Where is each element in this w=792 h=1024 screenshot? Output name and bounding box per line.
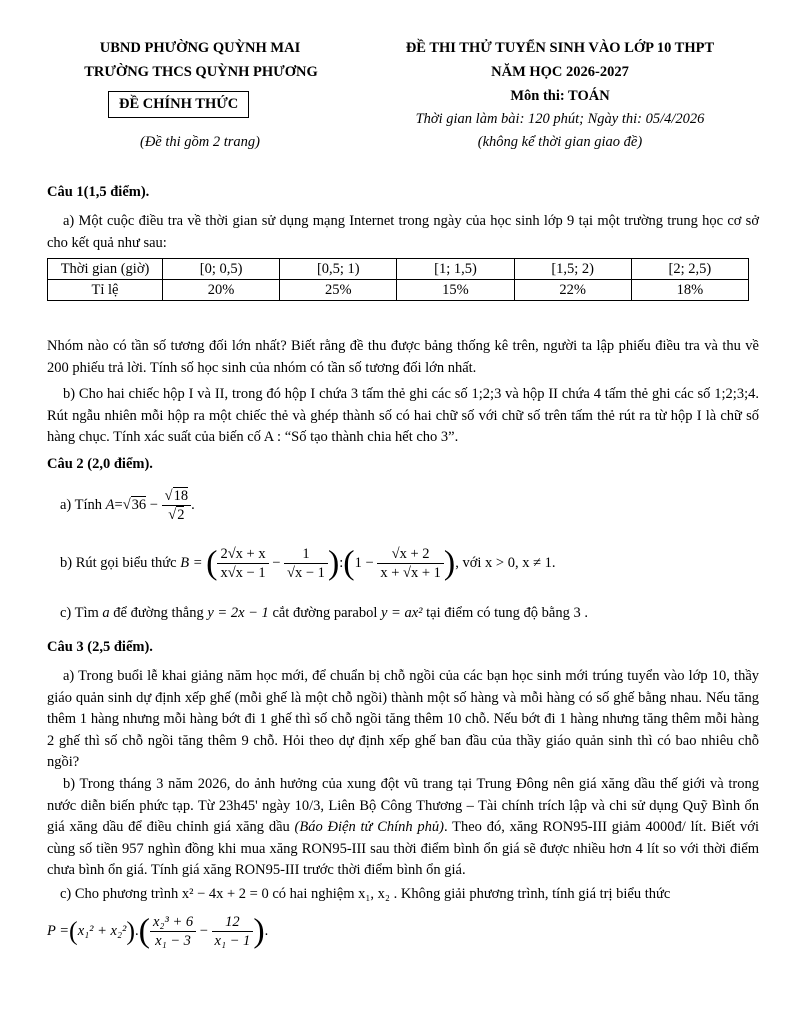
frac-num: 1	[284, 545, 328, 564]
survey-table	[47, 258, 749, 301]
school-name: TRƯỜNG THCS QUỲNH PHƯƠNG	[84, 64, 318, 80]
sum-squares: x₁² + x₂²	[77, 923, 127, 939]
official-exam-box: ĐỀ CHÍNH THỨC	[108, 91, 249, 118]
sqrt-36: 36	[131, 497, 147, 513]
frac-den: x₁ − 3	[155, 933, 191, 949]
frac-den: √x − 1	[287, 565, 325, 581]
frac-num: 2√x + x	[217, 545, 268, 564]
table-row	[48, 280, 749, 301]
table-cell: Thời gian (giờ)	[48, 259, 163, 280]
table-row	[48, 259, 749, 280]
line-equation: y = 2x − 1	[207, 605, 269, 621]
q3b-text-part: b) Trong tháng 3 năm 2026, do ảnh hưởng của xung đột vũ trang tại Trung Đông nên giá xăng dầu thế giới và trong nước diễn biến phức tạp. Từ 23h45' ngày 10/3, Liên Bộ Công Thương – Tài chính trích lập và chi sử dụng Quỹ Bình ổn giá xăng dầu để điều chỉnh giá xăng dầu	[47, 776, 759, 835]
minus-sign: −	[199, 923, 208, 939]
q2c-line	[60, 605, 588, 622]
frac-num: √x + 2	[377, 545, 444, 564]
var-a: A	[105, 497, 115, 513]
q3a-text: a) Trong buổi lễ khai giảng năm học mới, để chuẩn bị chỗ ngồi của các bạn học sinh mới trúng tuyển vào lớp 10, thầy giáo quản sinh dự định xếp ghế (mỗi ghế là một chỗ ngồi) thành một số hàng và mỗi hàng có số ghế bằng nhau. Nếu tăng thêm 1 hàng nhưng mỗi hàng bớt đi 1 ghế thì số chỗ ngồi tăng thêm 10 chỗ. Nếu bớt đi 1 hàng nhưng tăng thêm mỗi hàng 2 ghế thì số chỗ ngồi tăng thêm 9 chỗ. Hỏi theo dự định xếp ghế ban đầu của thầy giáo quản sinh thì có bao nhiêu chỗ ngồi?	[47, 668, 759, 770]
fraction-sqrt18-sqrt2: $\frac{√18}{√2}$	[162, 487, 191, 524]
minus-sign: −	[272, 555, 281, 571]
q2b-line: b) Rút gọi biểu thức B = ( $\frac{2√x + x}{x√x - 1}$ − $\frac{1}{√x - 1}$ ):(1 − $\frac{√x + 2}{x + √x + 1}$ ), với x > 0, x ≠ 1.	[60, 544, 556, 582]
fraction-b2	[284, 545, 328, 582]
q1-title: Câu 1(1,5 điểm).	[47, 184, 150, 200]
condition: , với x > 0, x ≠ 1.	[455, 555, 556, 571]
exam-title: ĐỀ THI THỬ TUYỂN SINH VÀO LỚP 10 THPT	[405, 40, 715, 56]
q2c-text: c) Tìm	[60, 605, 99, 621]
q2a-line: a) Tính A=√36 − $\frac{√18}{√2}$ .	[60, 488, 195, 523]
dot-sign: .	[135, 923, 139, 939]
frac-den: x₁ − 1	[214, 933, 251, 949]
sqrt-18: 18	[173, 488, 189, 504]
sqrt-2: 2	[177, 507, 185, 523]
time-note: (không kể thời gian giao đề)	[477, 134, 643, 150]
q3c-text: c) Cho phương trình x² − 4x + 2 = 0 có hai nghiệm x₁, x₂ . Không giải phương trình, tính giá trị biểu thức	[60, 886, 671, 902]
minus-sign: −	[149, 497, 158, 513]
period: .	[264, 923, 269, 939]
time-info: Thời gian làm bài: 120 phút; Ngày thi: 05/4/2026	[415, 111, 705, 127]
table-cell: [0; 0,5)	[163, 259, 280, 280]
q1a-text: a) Một cuộc điều tra về thời gian sử dụng mạng Internet trong ngày của học sinh lớp 9 tại một trường trung học cơ sở cho kết quả như sau:	[47, 213, 759, 251]
table-cell: 25%	[280, 280, 397, 301]
ward-name: UBND PHƯỜNG QUỲNH MAI	[99, 40, 301, 56]
table-cell: 15%	[397, 280, 514, 301]
news-source: (Báo Điện tử Chính phủ)	[294, 819, 444, 835]
q1b-text: b) Cho hai chiếc hộp I và II, trong đó hộp I chứa 3 tấm thẻ ghi các số 1;2;3 và hộp II chứa 4 tấm thẻ ghi các số 1;2;3;4. Rút ngẫu nhiên mỗi hộp ra một chiếc thẻ và ghép thành số có hai chữ số với chữ số trên tấm thẻ rút ra từ hộp I là chữ số hàng chục. Tính xác suất của biến cố A : “Số tạo thành chia hết cho 3”.	[47, 386, 759, 445]
q2c-text: cắt đường parabol	[272, 605, 378, 621]
q3b-text-part: . Theo đó, xăng RON95-III giảm 4000đ/ lít. Biết với cùng số tiền 957 nghìn đồng khi mua xăng RON95-III sau thời điểm bình ổn giá sẽ được nhiều hơn 4 lít so với thời điểm chưa bình ổn giá. Tính giá xăng RON95-III trước thời điểm bình ổn giá.	[47, 819, 759, 878]
period: .	[191, 497, 195, 513]
parabola-equation: y = ax²	[380, 605, 423, 621]
q2a-prefix: a) Tính	[60, 497, 103, 513]
q2-title: Câu 2 (2,0 điểm).	[47, 456, 153, 472]
q3b-text	[47, 774, 759, 882]
fraction-p2	[212, 913, 254, 950]
table-cell: 18%	[631, 280, 748, 301]
fraction-p1	[150, 913, 196, 950]
table-cell: [0,5; 1)	[280, 259, 397, 280]
frac-num: 12	[212, 913, 254, 932]
var-b: B =	[180, 555, 203, 571]
q2b-prefix: b) Rút gọi biểu thức	[60, 555, 177, 571]
var-a: a	[102, 605, 110, 621]
fraction-b1	[217, 545, 268, 582]
table-cell: [1,5; 2)	[514, 259, 631, 280]
frac-den: x + √x + 1	[380, 565, 441, 581]
table-cell: [2; 2,5)	[631, 259, 748, 280]
frac-den: x√x − 1	[220, 565, 266, 581]
frac-num: x₂³ + 6	[150, 913, 196, 932]
q1a-question: Nhóm nào có tần số tương đối lớn nhất? Biết rằng đề thu được bảng thống kê trên, người ta lập phiếu điều tra và thu về 200 phiếu trả lời. Tính số học sinh của nhóm có tần số tương đối lớn nhất.	[47, 338, 759, 376]
one-minus: 1 −	[354, 555, 374, 571]
equals-sign: =	[114, 497, 123, 513]
table-cell: 22%	[514, 280, 631, 301]
q3-title: Câu 3 (2,5 điểm).	[47, 639, 153, 655]
subject: Môn thi: TOÁN	[510, 88, 610, 104]
colon-sign: :	[339, 555, 344, 571]
var-p: P =	[47, 923, 70, 939]
table-cell: [1; 1,5)	[397, 259, 514, 280]
school-year: NĂM HỌC 2026-2027	[491, 64, 629, 80]
table-cell: Tỉ lệ	[48, 280, 163, 301]
table-cell: 20%	[163, 280, 280, 301]
p-expression: P =(x₁² + x₂²).( $\frac{\text{x₂³ + 6}}{\text{x₁ − 3}}$ − $\frac{12}{\text{x₁ − 1}}$ ).	[47, 912, 269, 950]
pages-note: (Đề thi gồm 2 trang)	[139, 134, 260, 150]
q2c-text: tại điểm có tung độ bằng 3 .	[426, 605, 588, 621]
q2c-text: để đường thẳng	[113, 605, 204, 621]
fraction-b3	[377, 545, 444, 582]
